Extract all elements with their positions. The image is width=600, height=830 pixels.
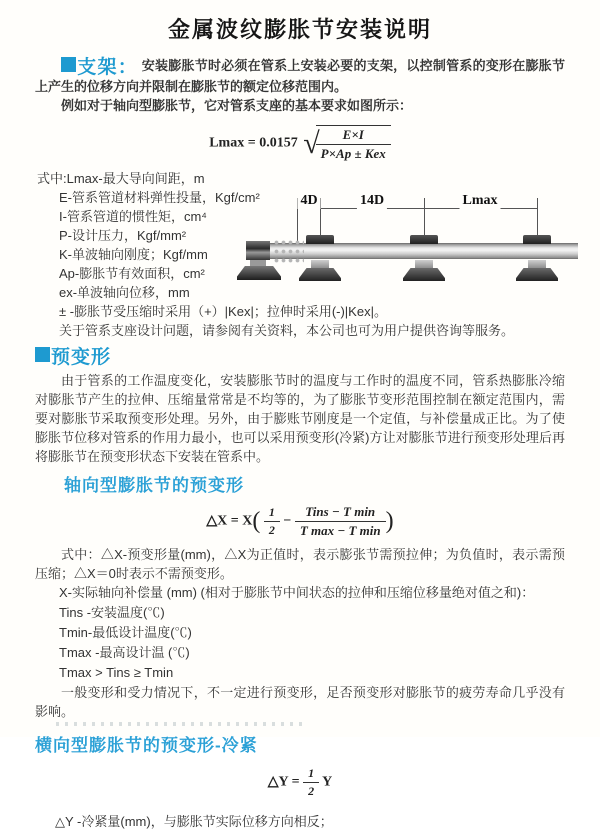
- dimension-label-14d: 14D: [357, 193, 387, 209]
- axial-note-line: Tmax -最高设计温 (℃): [59, 645, 190, 660]
- lateral-half-denominator: 2: [308, 784, 315, 798]
- dimension-label-lmax: Lmax: [460, 193, 501, 209]
- lateral-subsection-heading: 横向型膨胀节的预变形-冷紧: [35, 736, 258, 755]
- definition-line: K-单波轴向刚度；Kgf/mm: [59, 247, 208, 262]
- axial-note-line: X-实际轴向补偿量 (mm) (相对于膨胀节中间状态的拉伸和压缩位移量绝对值之和)：: [59, 585, 535, 600]
- lmax-formula: [35, 125, 565, 162]
- definition-line: E-管系管道材料弹性投量，Kgf/cm²: [59, 190, 260, 205]
- support-section-title: 支架：: [77, 57, 138, 78]
- axial-note-line: Tins -安装温度(℃): [59, 605, 165, 620]
- close-paren: ): [385, 508, 394, 534]
- axial-formula: [35, 504, 565, 539]
- definition-line: 式中:Lmax-最大导向间距，m: [37, 171, 205, 186]
- axial-shizhong-paragraph: 式中：△X-预变形量(mm)，△X为正值时，表示膨张节需预拉伸；为负值时，表示需预压缩；△X＝0时表示不需预变形。: [35, 547, 565, 581]
- definition-line: I-管系管道的惯性矩，cm⁴: [59, 209, 207, 224]
- half-denominator: 2: [268, 523, 275, 537]
- axial-note-line: Tmax > Tins ≥ Tmin: [59, 665, 174, 680]
- guide-support-clamp: [410, 235, 438, 244]
- sqrt-radical-sign: √: [303, 126, 320, 160]
- lmax-formula-prefix: Lmax = 0.0157: [209, 135, 298, 151]
- section-marker-square: [61, 57, 76, 72]
- open-paren: (: [252, 508, 261, 534]
- fixed-anchor-foot: [237, 266, 281, 280]
- predeform-paragraph: 由于管系的工作温度变化，安装膨胀节时的温度与工作时的温度不同，管系热膨胀冷缩对膨胀节产生的拉伸、压缩量常常是不均等的，为了膨胀节变形范围控制在额定范围内，需要对膨胀节采取预变形处理。另外，由于膨账节刚度是一个定值，与补偿量成正比。为了使膨胀节位移对管系的作用力最小，也可以采用预变形(冷紧)方让对膨胀节进行预变形处理后再将膨胀节在预变形状态下安装在管系中。: [35, 373, 565, 464]
- half-numerator: 1: [264, 505, 280, 522]
- lateral-note: △Y -冷紧量(mm)，与膨胀节实际位移方向相反；: [55, 814, 333, 829]
- predeform-section-heading: [35, 342, 565, 369]
- guide-support-foot: [299, 268, 341, 281]
- axial-formula-denominator: T max − T min: [299, 523, 381, 538]
- guide-support-clamp: [306, 235, 334, 244]
- lmax-formula-numerator: E×I: [316, 127, 391, 145]
- guide-support-foot: [516, 268, 558, 281]
- dimension-tick: [424, 198, 425, 237]
- support-paragraph-1: 安装膨胀节时必须在管系上安装必要的支架，以控制管系的变形在膨胀节上产生的位移方向并限制在膨胀节的额定位移范围内。: [35, 58, 565, 94]
- guide-support-clamp: [523, 235, 551, 244]
- axial-subsection-heading: 轴向型膨胀节的预变形: [64, 476, 244, 495]
- support-consulting-note: 关于管系支座设计问题，请参阅有关资料，本公司也可为用户提供咨询等服务。: [59, 323, 515, 338]
- definition-line: P-设计压力，Kgf/mm²: [59, 228, 187, 243]
- support-paragraph-2: 例如对于轴向型膨胀节，它对管系支座的基本要求如图所示：: [61, 98, 413, 113]
- bellows-coil: [272, 237, 304, 265]
- fixed-anchor-stem: [250, 260, 266, 266]
- axial-formula-prefix: △X = X: [206, 513, 253, 529]
- guide-support-stem: [311, 260, 329, 268]
- minus-sign: −: [283, 513, 292, 529]
- guide-support-foot: [403, 268, 445, 281]
- dimension-label-4d: 4D: [297, 193, 320, 209]
- lateral-formula-suffix: Y: [322, 774, 333, 790]
- guide-support-stem: [415, 260, 433, 268]
- lateral-formula: [35, 766, 565, 799]
- axial-closing-paragraph: 一般变形和受力情况下，不一定进行预变形，足否预变形对膨胀节的疲劳寿命几乎没有影响。: [35, 685, 565, 719]
- definition-line: Ap-膨胀节有效面积，cm²: [59, 266, 205, 281]
- section-marker-square: [35, 347, 50, 362]
- axial-formula-numerator: Tins − T min: [295, 504, 386, 522]
- definition-line: ex-单波轴向位移，mm: [59, 285, 190, 300]
- lmax-formula-denominator: P×Ap ± Kex: [320, 146, 386, 161]
- clipped-bottom-text-line: [56, 722, 306, 726]
- predeform-section-title: 预变形: [51, 347, 112, 368]
- dimension-tick: [537, 198, 538, 237]
- support-section-intro: [35, 56, 565, 96]
- definition-line: ± -膨胀节受压缩时采用（+）|Kex|；拉伸时采用(-)|Kex|。: [59, 304, 387, 319]
- lateral-formula-prefix: △Y =: [267, 774, 300, 790]
- fixed-anchor: [246, 241, 270, 260]
- dimension-line: [297, 208, 537, 209]
- lateral-half-numerator: 1: [303, 766, 319, 783]
- page-title: 金属波纹膨胀节安装说明: [167, 17, 432, 42]
- axial-note-line: Tmin-最低设计温度(℃): [59, 625, 192, 640]
- guide-support-stem: [528, 260, 546, 268]
- pipe-support-diagram: [246, 193, 594, 290]
